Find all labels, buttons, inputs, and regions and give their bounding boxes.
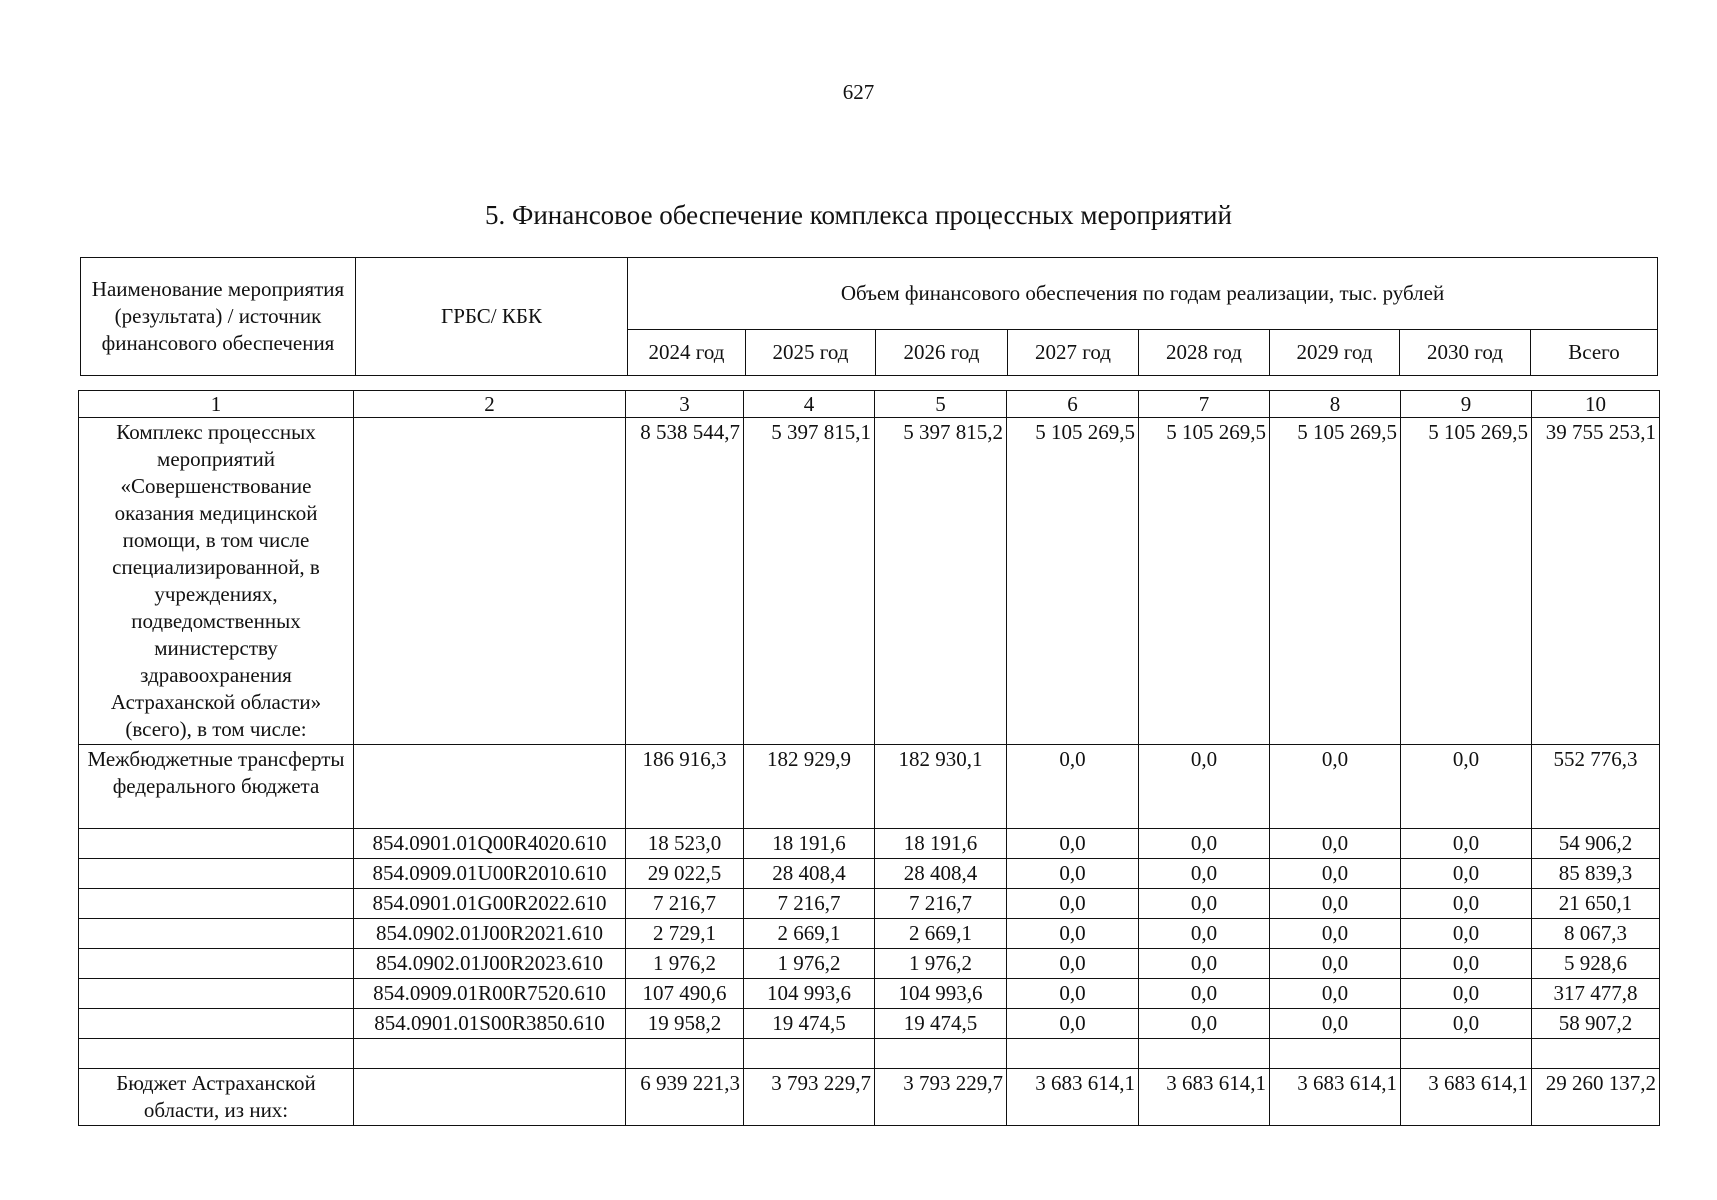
row-value: 0,0 [1139,919,1270,949]
row-value: 0,0 [1007,829,1139,859]
row-value: 0,0 [1007,949,1139,979]
table-row [79,1009,1660,1039]
table-row [79,949,1660,979]
row-value: 5 105 269,5 [1401,418,1532,745]
row-value: 85 839,3 [1532,859,1660,889]
column-number: 3 [626,391,744,418]
column-number: 9 [1401,391,1532,418]
row-value: 0,0 [1139,745,1270,829]
row-kbk: 854.0902.01J00R2023.610 [354,949,626,979]
row-value [1007,1039,1139,1069]
row-kbk: 854.0901.01S00R3850.610 [354,1009,626,1039]
row-value: 3 683 614,1 [1139,1069,1270,1126]
row-name [79,1009,354,1039]
row-value: 7 216,7 [626,889,744,919]
table-row [79,919,1660,949]
column-number: 10 [1532,391,1660,418]
row-value: 0,0 [1007,1009,1139,1039]
row-name [79,949,354,979]
row-value: 0,0 [1139,1009,1270,1039]
row-value: 0,0 [1401,1009,1532,1039]
table-row [79,745,1660,829]
table-row [79,1069,1660,1126]
row-value: 18 191,6 [744,829,875,859]
row-name [79,919,354,949]
header-year: 2030 год [1400,330,1531,376]
row-name [79,1039,354,1069]
row-kbk [354,1069,626,1126]
header-year: 2026 год [876,330,1008,376]
row-value: 2 669,1 [744,919,875,949]
row-value: 107 490,6 [626,979,744,1009]
row-value: 0,0 [1007,859,1139,889]
table-row [79,829,1660,859]
row-kbk: 854.0901.01Q00R4020.610 [354,829,626,859]
row-name [79,979,354,1009]
row-value [1401,1039,1532,1069]
row-value: 1 976,2 [744,949,875,979]
column-numbers-row [79,391,1660,418]
row-value: 0,0 [1401,979,1532,1009]
row-value: 5 105 269,5 [1270,418,1401,745]
row-value: 0,0 [1007,745,1139,829]
column-number: 1 [79,391,354,418]
row-value: 21 650,1 [1532,889,1660,919]
row-value: 0,0 [1270,745,1401,829]
row-name: Бюджет Астраханской области, из них: [79,1069,354,1126]
row-value: 2 729,1 [626,919,744,949]
row-value: 0,0 [1401,745,1532,829]
header-year: 2025 год [746,330,876,376]
row-value: 7 216,7 [744,889,875,919]
row-name [79,889,354,919]
row-value: 0,0 [1401,919,1532,949]
row-value: 1 976,2 [875,949,1007,979]
row-value: 182 930,1 [875,745,1007,829]
row-value: 0,0 [1139,859,1270,889]
row-value: 0,0 [1139,889,1270,919]
column-number: 2 [354,391,626,418]
row-value [1270,1039,1401,1069]
header-year: 2029 год [1270,330,1400,376]
row-value: 19 474,5 [744,1009,875,1039]
row-value: 0,0 [1139,949,1270,979]
header-year: 2024 год [628,330,746,376]
row-value: 0,0 [1401,889,1532,919]
header-name-column: Наименование мероприятия (результата) / источник финансового обеспечения [81,258,356,376]
row-value: 0,0 [1270,979,1401,1009]
row-value [875,1039,1007,1069]
row-value: 5 105 269,5 [1007,418,1139,745]
row-value: 0,0 [1270,949,1401,979]
section-title: 5. Финансовое обеспечение комплекса процессных мероприятий [485,200,1232,230]
row-value [744,1039,875,1069]
row-kbk: 854.0909.01R00R7520.610 [354,979,626,1009]
row-name [79,859,354,889]
header-year: 2027 год [1008,330,1139,376]
row-value: 2 669,1 [875,919,1007,949]
row-value: 317 477,8 [1532,979,1660,1009]
row-value: 3 683 614,1 [1401,1069,1532,1126]
row-value: 18 523,0 [626,829,744,859]
column-number: 7 [1139,391,1270,418]
row-kbk: 854.0901.01G00R2022.610 [354,889,626,919]
row-value [626,1039,744,1069]
row-value: 552 776,3 [1532,745,1660,829]
row-value: 0,0 [1270,1009,1401,1039]
table-row [79,979,1660,1009]
row-value: 29 260 137,2 [1532,1069,1660,1126]
row-value: 182 929,9 [744,745,875,829]
row-kbk: 854.0902.01J00R2021.610 [354,919,626,949]
row-value: 0,0 [1007,919,1139,949]
table-row [79,889,1660,919]
row-value: 0,0 [1270,919,1401,949]
row-value: 8 538 544,7 [626,418,744,745]
header-total: Всего [1531,330,1658,376]
row-value: 0,0 [1007,889,1139,919]
row-value: 39 755 253,1 [1532,418,1660,745]
row-value [1139,1039,1270,1069]
header-table [80,257,1658,376]
row-value: 54 906,2 [1532,829,1660,859]
row-value: 104 993,6 [744,979,875,1009]
row-value: 28 408,4 [875,859,1007,889]
row-value: 0,0 [1270,889,1401,919]
column-number: 6 [1007,391,1139,418]
row-value: 3 683 614,1 [1007,1069,1139,1126]
row-value: 0,0 [1007,979,1139,1009]
row-value: 3 793 229,7 [744,1069,875,1126]
row-value: 8 067,3 [1532,919,1660,949]
table-row [79,418,1660,745]
page-number: 627 [842,80,875,104]
row-value: 0,0 [1139,829,1270,859]
column-number: 4 [744,391,875,418]
row-value: 18 191,6 [875,829,1007,859]
row-value: 5 928,6 [1532,949,1660,979]
row-value: 7 216,7 [875,889,1007,919]
row-value: 0,0 [1401,829,1532,859]
row-name [79,829,354,859]
row-value: 5 105 269,5 [1139,418,1270,745]
row-value: 0,0 [1401,859,1532,889]
row-value [1532,1039,1660,1069]
row-name: Комплекс процессных мероприятий «Совершенствование оказания медицинской помощи, в том числе специализированной, в учреждениях, подведомственных министерству здравоохранения Астраханской области» (всего), в том числе: [79,418,354,745]
row-value: 1 976,2 [626,949,744,979]
row-value: 28 408,4 [744,859,875,889]
row-kbk [354,745,626,829]
row-value: 3 683 614,1 [1270,1069,1401,1126]
row-value: 19 958,2 [626,1009,744,1039]
header-year: 2028 год [1139,330,1270,376]
row-value: 3 793 229,7 [875,1069,1007,1126]
row-value: 0,0 [1139,979,1270,1009]
row-kbk [354,418,626,745]
row-value: 186 916,3 [626,745,744,829]
column-number: 8 [1270,391,1401,418]
table-row [79,859,1660,889]
row-value: 19 474,5 [875,1009,1007,1039]
financing-table [78,390,1660,1126]
row-value: 29 022,5 [626,859,744,889]
row-value: 5 397 815,1 [744,418,875,745]
row-value: 5 397 815,2 [875,418,1007,745]
row-value: 0,0 [1270,859,1401,889]
column-number: 5 [875,391,1007,418]
row-kbk [354,1039,626,1069]
row-value: 0,0 [1401,949,1532,979]
row-value: 104 993,6 [875,979,1007,1009]
header-kbk-column: ГРБС/ КБК [356,258,628,376]
row-kbk: 854.0909.01U00R2010.610 [354,859,626,889]
row-value: 0,0 [1270,829,1401,859]
header-volume-column: Объем финансового обеспечения по годам реализации, тыс. рублей [628,258,1658,330]
row-value: 58 907,2 [1532,1009,1660,1039]
row-value: 6 939 221,3 [626,1069,744,1126]
table-row-empty [79,1039,1660,1069]
row-name: Межбюджетные трансферты федерального бюджета [79,745,354,829]
